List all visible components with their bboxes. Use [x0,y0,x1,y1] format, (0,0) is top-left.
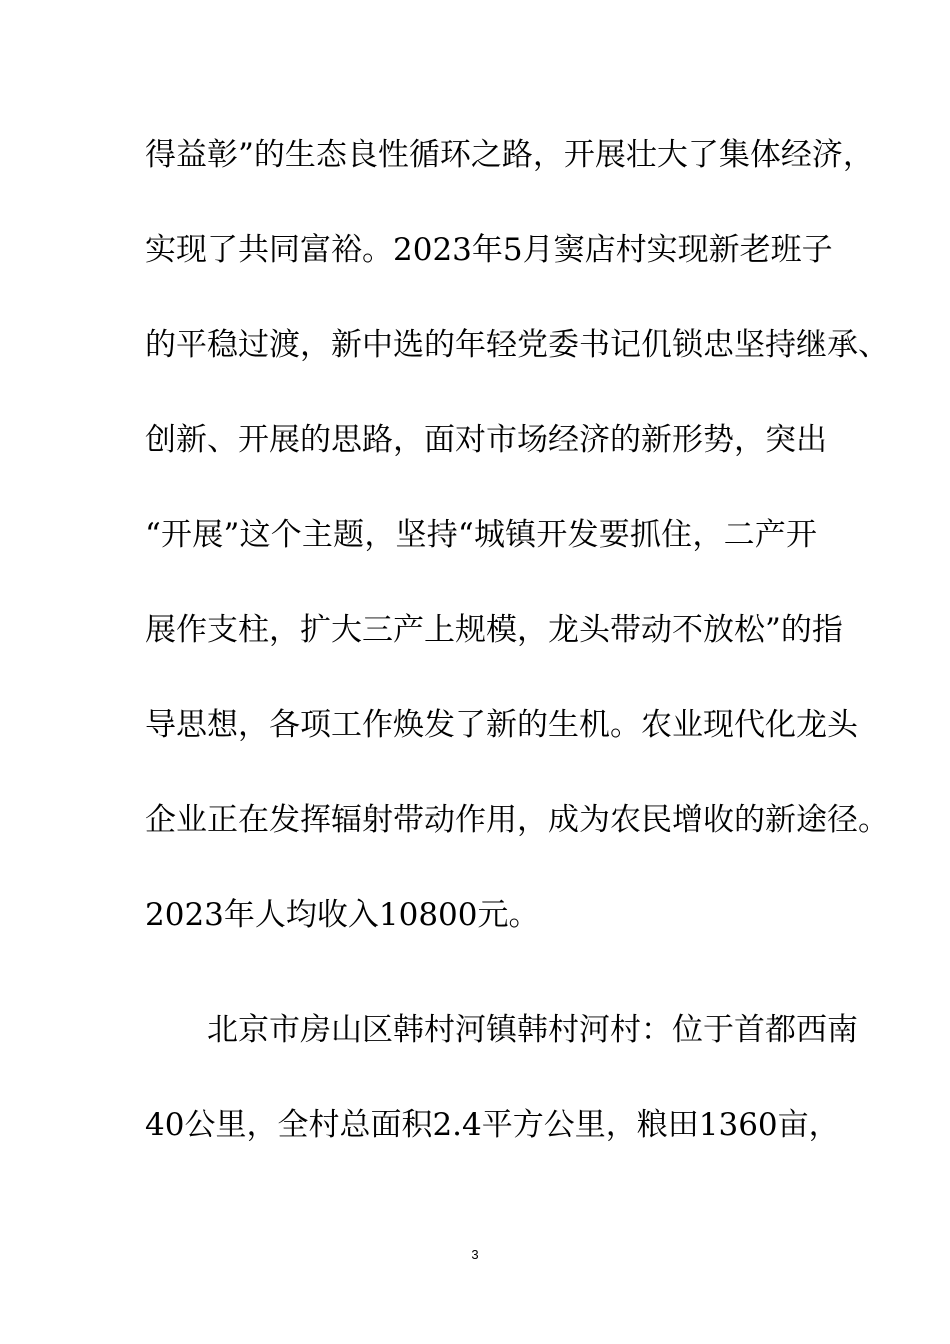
paragraph-line: 2023年人均收入10800元。 [145,897,540,933]
paragraph-line: 创新、开展的思路，面对市场经济的新形势，突出 [145,422,827,458]
paragraph-line: 企业正在发挥辐射带动作用，成为农民增收的新途径。 [145,802,889,838]
paragraph-line: 北京市房山区韩村河镇韩村河村：位于首都西南 [207,1012,858,1048]
paragraph-line: 的平稳过渡，新中选的年轻党委书记仉锁忠坚持继承、 [145,327,889,363]
paragraph-line: 实现了共同富裕。2023年5月窦店村实现新老班子 [145,232,833,268]
paragraph-line: 导思想，各项工作焕发了新的生机。农业现代化龙头 [145,707,858,743]
paragraph-line: 展作支柱，扩大三产上规模，龙头带动不放松”的指 [145,612,843,648]
paragraph-line: 40公里，全村总面积2.4平方公里，粮田1360亩， [145,1107,840,1143]
page-number: 3 [471,1247,479,1262]
paragraph-line: 得益彰”的生态良性循环之路，开展壮大了集体经济， [145,137,874,173]
paragraph-line: “开展”这个主题，坚持“城镇开发要抓住，二产开 [145,517,817,553]
